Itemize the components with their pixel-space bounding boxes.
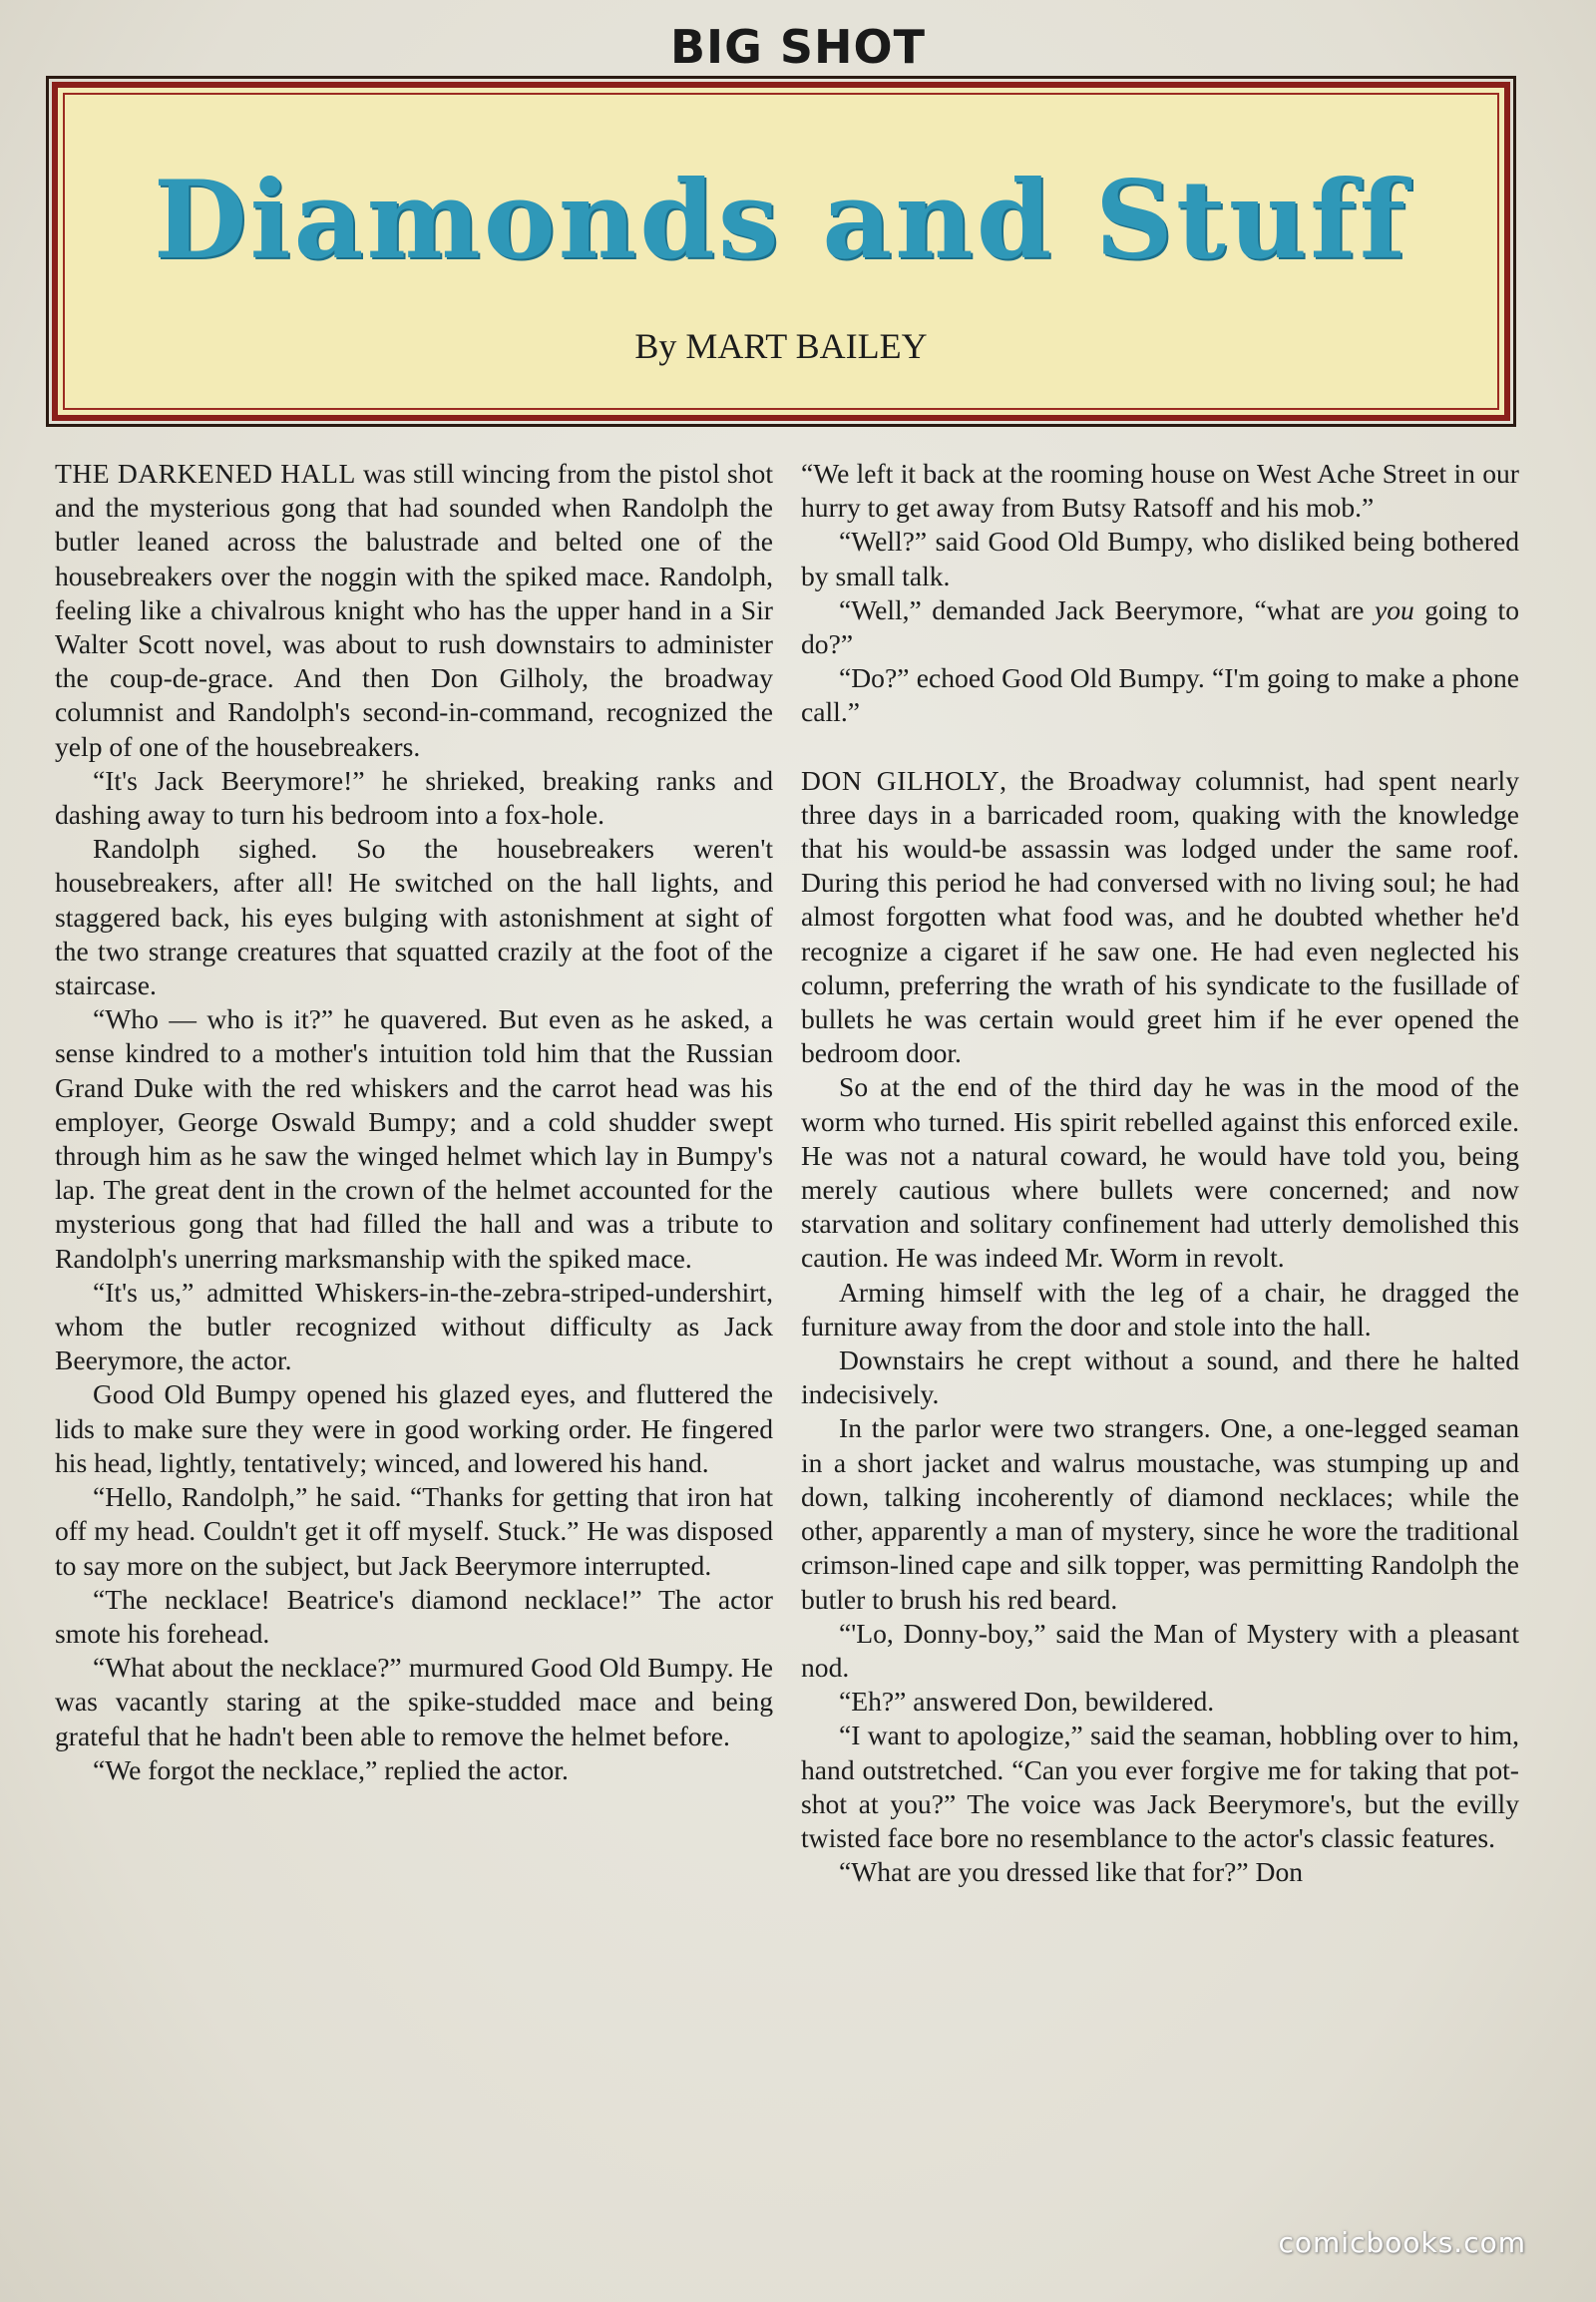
lead-in: DON GILHOLY — [801, 764, 1000, 796]
paragraph: Arming himself with the leg of a chair, he dragged the furniture away from the door and stole into the hall. — [801, 1276, 1519, 1342]
paragraph-text: “Well,” demanded Jack Beerymore, “what are — [839, 593, 1375, 625]
paragraph: “It's Jack Beerymore!” he shrieked, breaking ranks and dashing away to turn his bedroom into a fox-hole. — [55, 764, 773, 831]
magazine-header: BIG SHOT — [669, 20, 927, 74]
paragraph: “'Lo, Donny-boy,” said the Man of Mystery with a pleasant nod. — [801, 1617, 1519, 1683]
paragraph — [801, 593, 1519, 661]
title-panel — [52, 82, 1510, 421]
paragraph: “The necklace! Beatrice's diamond necklace!” The actor smote his forehead. — [55, 1583, 773, 1649]
lead-in: THE DARKENED HALL — [55, 458, 356, 489]
paragraph-text: going to do?” — [801, 593, 1520, 660]
paragraph: “We left it back at the rooming house on West Ache Street in our hurry to get away from Butsy Ratsoff and his mob.” — [801, 458, 1519, 524]
paragraph: “What are you dressed like that for?” Don — [839, 1856, 1304, 1888]
paragraph: “Who — who is it?” he quavered. But even as he asked, a sense kindred to a mother's intuition told him that the Russian Grand Duke with the red whiskers and the carrot head was his employer, George Oswald Bumpy; and a cold shudder swept through him as he saw the winged helmet which lay in Bumpy's lap. The great dent in the crown of the helmet accounted for the mysterious gong that had filled the hall and was a tribute to Randolph's unerring marksmanship with the spiked mace. — [55, 1003, 773, 1274]
paragraph: Good Old Bumpy opened his glazed eyes, and fluttered the lids to make sure they were in good working order. He fingered his head, lightly, tentatively; winced, and lowered his hand. — [55, 1378, 773, 1478]
paragraph: “Eh?” answered Don, bewildered. — [839, 1686, 1215, 1718]
site-watermark: comicbooks.com — [1278, 2226, 1526, 2259]
right-column — [801, 457, 1519, 1889]
paragraph: “I want to apologize,” said the seaman, hobbling over to him, hand outstretched. “Can you ever forgive me for taking that pot-shot at you?” The voice was Jack Beerymore's, but the evilly twisted face bore no resemblance to the actor's classic features. — [801, 1720, 1519, 1853]
paragraph: Randolph sighed. So the housebreakers weren't housebreakers, after all! He switched on the hall lights, and staggered back, his eyes bulging with astonishment at sight of the two strange creatures that squatted crazily at the foot of the staircase. — [55, 833, 773, 1001]
paragraph — [55, 457, 773, 764]
paragraph: So at the end of the third day he was in the mood of the worm who turned. His spirit rebelled against this enforced exile. He was not a natural coward, he would have told you, being merely cautious where bullets were concerned; and now starvation and solitary confinement had utterly demolished this caution. He was indeed Mr. Worm in revolt. — [801, 1071, 1519, 1274]
emphasis: you — [1374, 593, 1414, 625]
paragraph-text: , the Broadway columnist, had spent nearly three days in a barricaded room, quaking with the knowledge that his would-be assassin was lodged under the same roof. During this period he had conversed with no living soul; he had almost forgotten what food was, and he doubted whether he'd recognize a cigaret if he saw one. He had even neglected his column, preferring the wrath of his syndicate to the fusillade of bullets he was certain would greet him if he ever opened the bedroom door. — [801, 764, 1519, 1069]
paragraph: “We forgot the necklace,” replied the actor. — [93, 1753, 569, 1785]
paragraph: “Well?” said Good Old Bumpy, who disliked being bothered by small talk. — [801, 526, 1519, 591]
paragraph: “Do?” echoed Good Old Bumpy. “I'm going to make a phone call.” — [801, 662, 1519, 728]
paragraph-text: was still wincing from the pistol shot and the mysterious gong that had sounded when Randolph the butler leaned across the balustrade and belted one of the housebreakers over the noggin with the spiked mace. Randolph, feeling like a chivalrous knight who has the upper hand in a Sir Walter Scott novel, was about to rush downstairs to administer the coup-de-grace. And then Don Gilholy, the broadway columnist and Randolph's second-in-command, recognized the yelp of one of the housebreakers. — [55, 458, 773, 762]
paragraph: “It's us,” admitted Whiskers-in-the-zebra-striped-undershirt, whom the butler recognized without difficulty as Jack Beerymore, the actor. — [55, 1276, 773, 1376]
byline: By MART BAILEY — [634, 326, 928, 366]
paragraph: “What about the necklace?” murmured Good Old Bumpy. He was vacantly staring at the spike-studded mace and being grateful that he hadn't been able to remove the helmet before. — [55, 1652, 773, 1751]
paragraph: “Hello, Randolph,” he said. “Thanks for getting that iron hat off my head. Couldn't get it off myself. Stuck.” He was disposed to say more on the subject, but Jack Beerymore interrupted. — [55, 1481, 773, 1581]
paragraph — [801, 764, 1519, 1071]
left-column — [55, 457, 773, 1787]
paragraph: Downstairs he crept without a sound, and there he halted indecisively. — [801, 1344, 1519, 1410]
story-title: Diamonds and Stuff — [153, 158, 1409, 283]
paragraph: In the parlor were two strangers. One, a one-legged seaman in a short jacket and walrus moustache, was stumping up and down, talking incoherently of diamond necklaces; while the other, apparently a man of mystery, since he wore the traditional crimson-lined cape and silk topper, was permitting Randolph the butler to brush his red beard. — [801, 1412, 1519, 1615]
